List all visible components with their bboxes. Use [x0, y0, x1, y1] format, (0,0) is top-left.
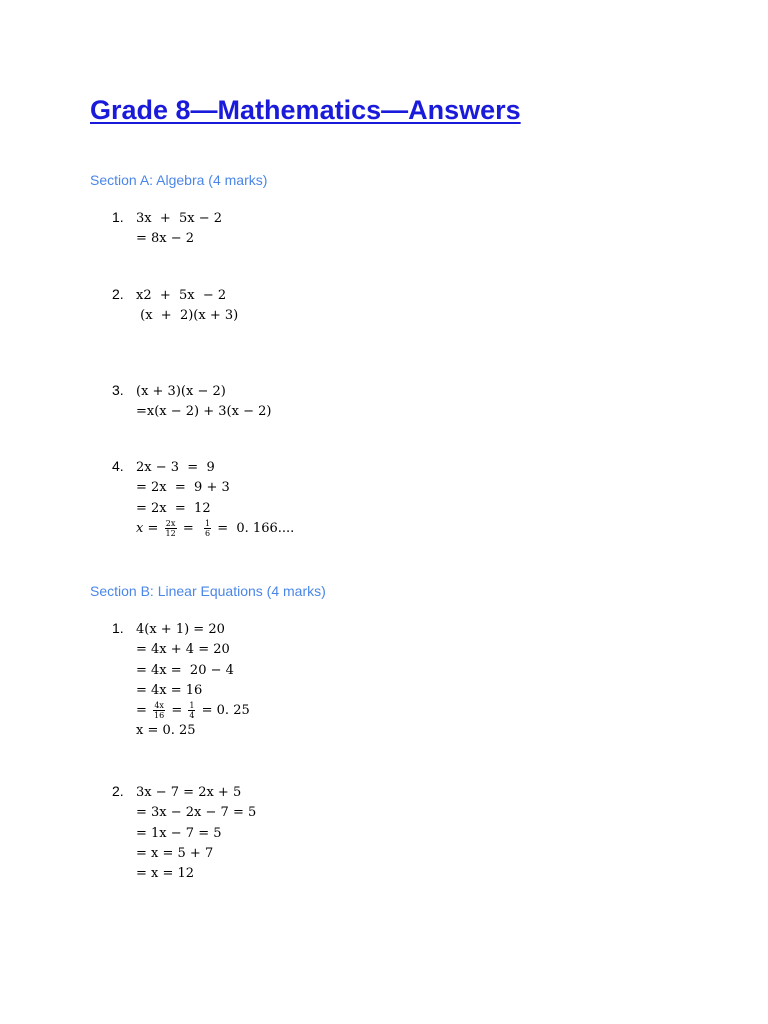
question-number: 1. — [112, 209, 124, 225]
answer-line: 2x − 3 = 9 — [136, 460, 215, 475]
answer-line: 3x − 7 = 2x + 5 — [136, 785, 242, 800]
answer-line: 3x + 5x − 2 — [136, 211, 223, 226]
section-b-heading: Section B: Linear Equations (4 marks) — [90, 583, 326, 599]
question-number: 2. — [112, 286, 124, 302]
question-a3 — [112, 381, 271, 422]
answer-line: (x + 3)(x − 2) — [136, 384, 226, 399]
answer-line: = 2x = 12 — [136, 500, 211, 516]
question-b2 — [112, 782, 256, 883]
answer-line: = 4x + 4 = 20 — [136, 642, 230, 658]
page-title: Grade 8—Mathematics—Answers — [90, 95, 521, 125]
answer-line: 4(x + 1) = 20 — [136, 622, 225, 637]
answer-line: (x + 2)(x + 3) — [136, 308, 239, 324]
question-number: 2. — [112, 783, 124, 799]
answer-line: x = 0. 25 — [136, 723, 196, 739]
fraction: $\frac{1}{6}$ — [205, 518, 211, 538]
question-number: 4. — [112, 458, 124, 474]
question-a2 — [112, 285, 238, 326]
answer-line: = 1x − 7 = 5 — [136, 825, 222, 841]
answer-line-fraction: x = $\frac{2x}{12}$ = $\frac{1}{6}$ = 0. 166.... — [136, 518, 295, 538]
answer-line: = 4x = 20 − 4 — [136, 662, 234, 678]
answer-line: = 4x = 16 — [136, 682, 203, 698]
question-a4 — [112, 457, 294, 538]
answer-line: = 8x − 2 — [136, 231, 195, 247]
question-number: 1. — [112, 620, 124, 636]
answer-line: x2 + 5x − 2 — [136, 288, 227, 303]
question-b1 — [112, 619, 250, 741]
answer-line: = x = 12 — [136, 866, 195, 882]
question-number: 3. — [112, 382, 124, 398]
answer-line-fraction: = $\frac{4x}{16}$ = $\frac{1}{4}$ = 0. 25 — [136, 701, 250, 721]
section-a-heading: Section A: Algebra (4 marks) — [90, 172, 268, 188]
answer-line: = x = 5 + 7 — [136, 845, 214, 861]
fraction: $\frac{1}{4}$ — [189, 701, 195, 721]
answer-line: =x(x − 2) + 3(x − 2) — [136, 404, 272, 420]
fraction: $\frac{4x}{16}$ — [154, 701, 165, 721]
answer-line: = 2x = 9 + 3 — [136, 480, 230, 496]
question-a1 — [112, 208, 222, 249]
answer-line: = 3x − 2x − 7 = 5 — [136, 805, 257, 821]
fraction: $\frac{2x}{12}$ — [165, 518, 176, 538]
